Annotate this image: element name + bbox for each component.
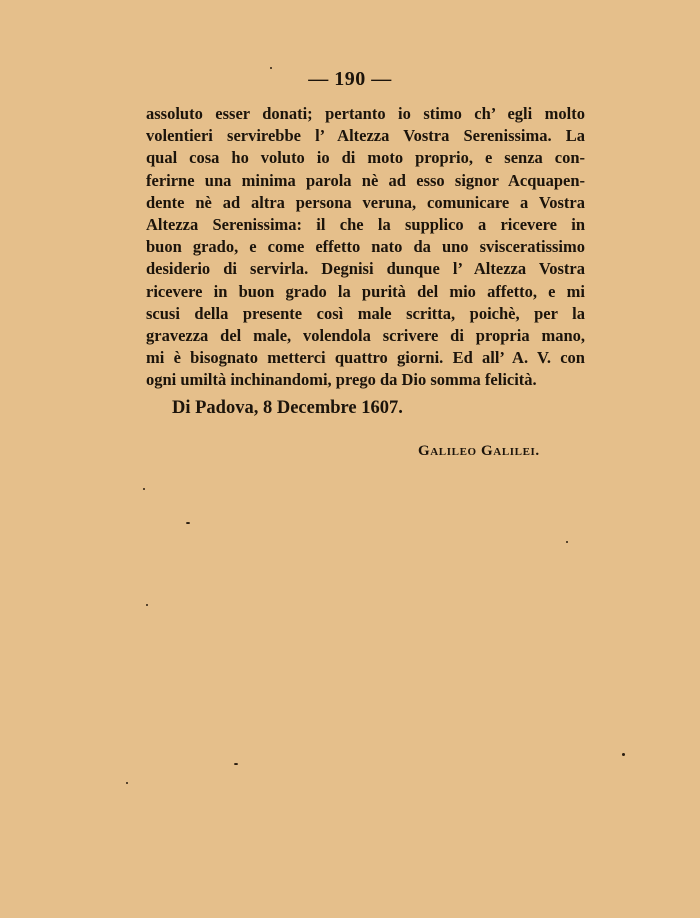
paper-speck (126, 782, 128, 784)
text-line: gravezza del male, volendola scrivere di propria mano, (146, 326, 585, 346)
text-line: buon grado, e come effetto nato da uno svisceratissimo (146, 237, 585, 257)
text-line: ogni umiltà inchinandomi, prego da Dio somma felicità. (146, 370, 537, 390)
text-line: ferirne una minima parola nè ad esso signor Acquapen- (146, 170, 585, 190)
text-line: Altezza Serenissima: il che la supplico a ricevere in (146, 215, 585, 235)
letter-body (146, 103, 585, 392)
paper-speck (146, 604, 148, 606)
text-line: assoluto esser donati; pertanto io stimo ch’ egli molto (146, 104, 585, 123)
text-line: scusi della presente così male scritta, poichè, per la (146, 303, 585, 323)
closing-line: Di Padova, 8 Decembre 1607. (172, 398, 403, 418)
paper-speck (143, 488, 145, 490)
paper-speck (622, 753, 625, 756)
signature: Galileo Galilei. (418, 443, 540, 459)
paper-speck (234, 763, 238, 765)
paper-speck (186, 522, 190, 524)
text-line: dente nè ad altra persona veruna, comunicare a Vostra (146, 192, 585, 212)
paper-speck (270, 67, 272, 69)
page-number: — 190 — (308, 68, 392, 90)
text-line: ricevere in buon grado la purità del mio affetto, e mi (146, 281, 585, 301)
text-line: mi è bisognato metterci quattro giorni. Ed all’ A. V. con (146, 348, 585, 368)
text-line: desiderio di servirla. Degnisi dunque l’ Altezza Vostra (146, 259, 585, 279)
paper-speck (566, 541, 568, 543)
text-line: qual cosa ho voluto io di moto proprio, e senza con- (146, 148, 585, 168)
text-line: volentieri servirebbe l’ Altezza Vostra Serenissima. La (146, 126, 585, 146)
